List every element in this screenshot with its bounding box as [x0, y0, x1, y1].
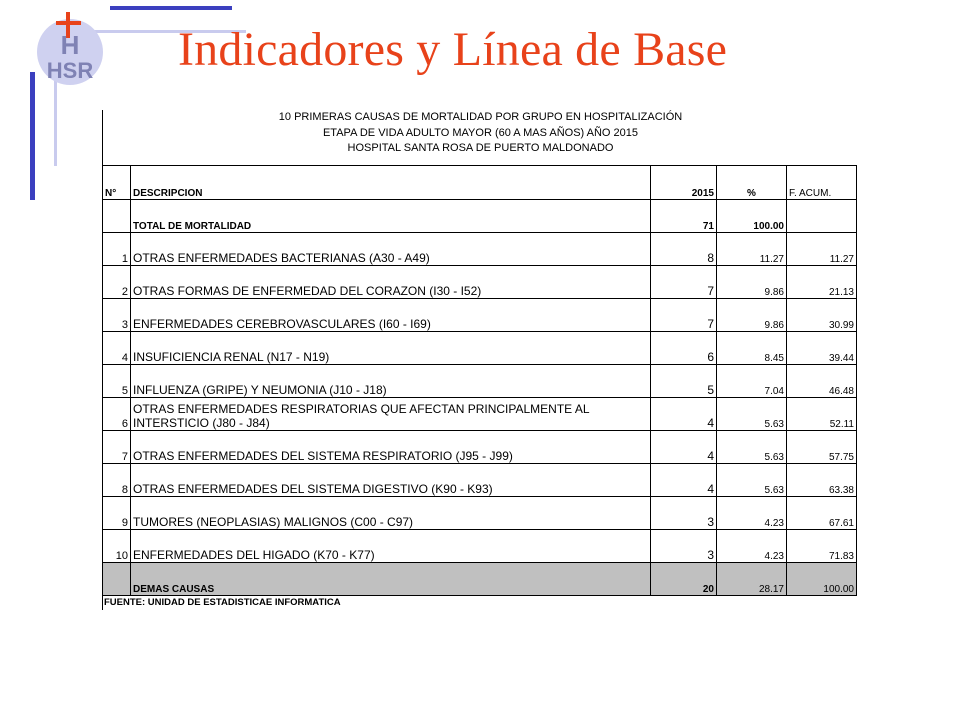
heading-line-1: 10 PRIMERAS CAUSAS DE MORTALIDAD POR GRUPO EN HOSPITALIZACIÓN — [278, 111, 683, 123]
mortality-table — [102, 165, 857, 596]
table-row: 3 ENFERMEDADES CEREBROVASCULARES (I60 - I69) 7 9.86 30.99 — [103, 299, 857, 332]
top-rule-dark — [110, 6, 232, 10]
demas-acum: 100.00 — [787, 563, 857, 596]
col-year: 2015 — [651, 166, 717, 200]
total-row — [103, 200, 857, 233]
demas-label: DEMAS CAUSAS — [131, 563, 651, 596]
demas-value: 20 — [651, 563, 717, 596]
svg-text:H: H — [60, 30, 80, 60]
left-rule-dark — [30, 72, 35, 200]
total-pct: 100.00 — [717, 200, 787, 233]
col-pct: % — [717, 166, 787, 200]
svg-text:HSR: HSR — [46, 58, 94, 83]
table-row: 2 OTRAS FORMAS DE ENFERMEDAD DEL CORAZON (I30 - I52) 7 9.86 21.13 — [103, 266, 857, 299]
col-acum: F. ACUM. — [787, 166, 857, 200]
col-n: N° — [103, 166, 131, 200]
table-row: 5 INFLUENZA (GRIPE) Y NEUMONIA (J10 - J18) 5 7.04 46.48 — [103, 365, 857, 398]
table-row: 10 ENFERMEDADES DEL HIGADO (K70 - K77) 3 4.23 71.83 — [103, 530, 857, 563]
source-note: FUENTE: UNIDAD DE ESTADISTICAE INFORMATICA — [104, 597, 341, 608]
total-value: 71 — [651, 200, 717, 233]
table-row: 1 OTRAS ENFERMEDADES BACTERIANAS (A30 - A49) 8 11.27 11.27 — [103, 233, 857, 266]
total-label: TOTAL DE MORTALIDAD — [131, 200, 651, 233]
table-heading — [103, 110, 858, 157]
demas-pct: 28.17 — [717, 563, 787, 596]
table-row: 6 OTRAS ENFERMEDADES RESPIRATORIAS QUE AFECTAN PRINCIPALMENTE AL INTERSTICIO (J80 - J84) 4 5.63 52.11 — [103, 398, 857, 431]
hospital-logo — [30, 10, 108, 88]
demas-causas-row — [103, 563, 857, 596]
table-row: 7 OTRAS ENFERMEDADES DEL SISTEMA RESPIRATORIO (J95 - J99) 4 5.63 57.75 — [103, 431, 857, 464]
table-row: 4 INSUFICIENCIA RENAL (N17 - N19) 6 8.45 39.44 — [103, 332, 857, 365]
slide-title: Indicadores y Línea de Base — [178, 23, 728, 76]
heading-line-3: HOSPITAL SANTA ROSA DE PUERTO MALDONADO — [347, 142, 614, 154]
table-row: 8 OTRAS ENFERMEDADES DEL SISTEMA DIGESTIVO (K90 - K93) 4 5.63 63.38 — [103, 464, 857, 497]
table-row: 9 TUMORES (NEOPLASIAS) MALIGNOS (C00 - C97) 3 4.23 67.61 — [103, 497, 857, 530]
heading-line-2: ETAPA DE VIDA ADULTO MAYOR (60 A MAS AÑOS) AÑO 2015 — [322, 126, 639, 139]
col-desc: DESCRIPCION — [131, 166, 651, 200]
table-header-row — [103, 166, 857, 200]
